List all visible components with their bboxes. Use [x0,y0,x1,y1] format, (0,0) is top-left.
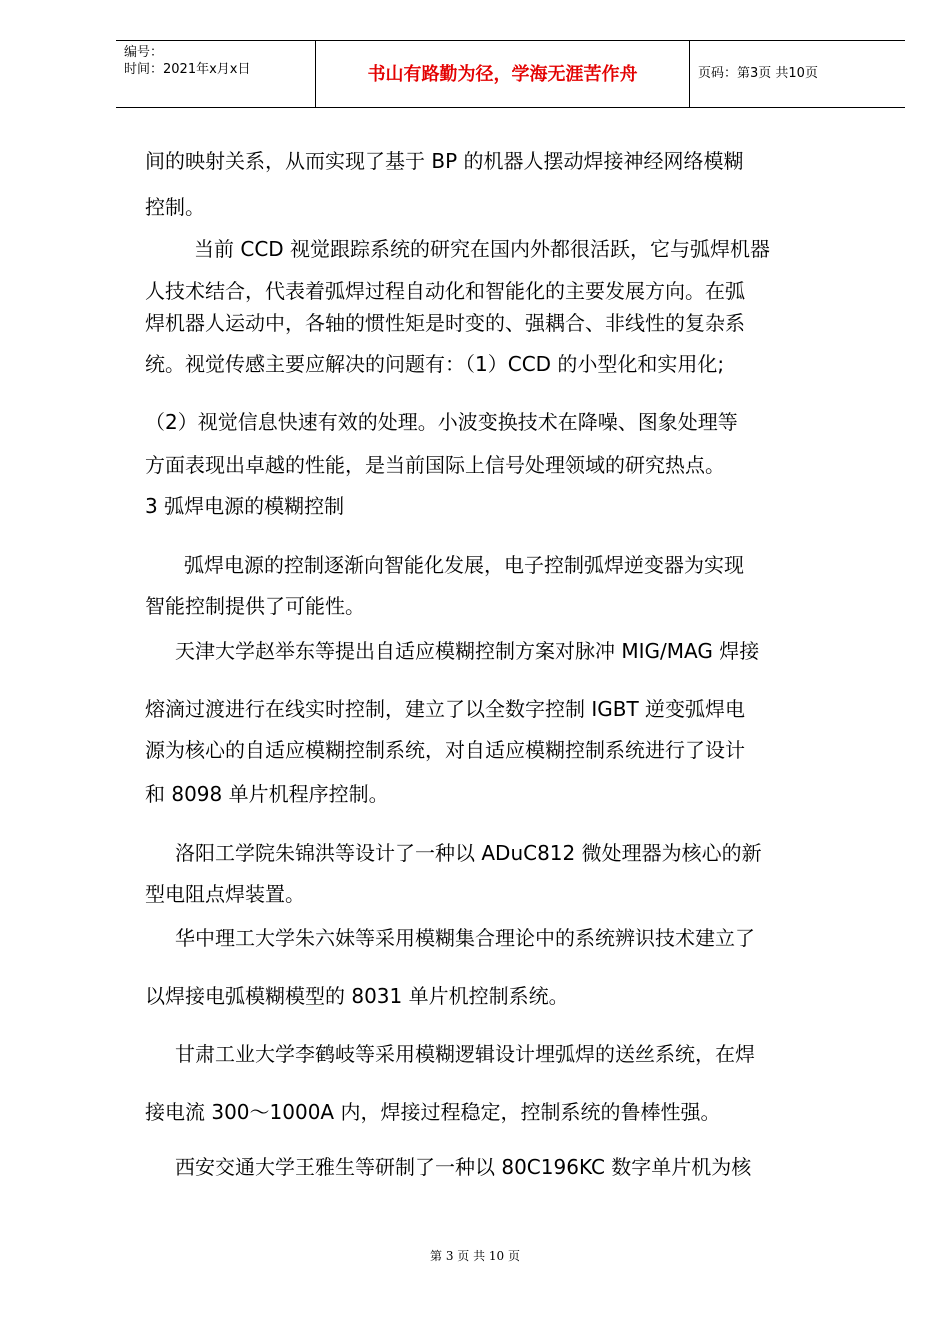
number-label: 编号： [124,45,164,60]
text-line: 源为核心的自适应模糊控制系统，对自适应模糊控制系统进行了设计 [145,738,745,762]
motto-text: 书山有路勤为径，学海无涯苦作舟 [367,64,638,85]
text-line: 人技术结合，代表着弧焊过程自动化和智能化的主要发展方向。在弧 [145,279,745,303]
text-line: 天津大学赵举东等提出自适应模糊控制方案对脉冲 MIG/MAG 焊接 [175,639,760,663]
page-header [116,40,905,108]
text-line: 控制。 [145,195,205,219]
text-line: 间的映射关系，从而实现了基于 BP 的机器人摆动焊接神经网络模糊 [145,149,744,173]
text-line: 统。视觉传感主要应解决的问题有：（1）CCD 的小型化和实用化; [145,352,725,376]
header-middle-cell [316,41,690,107]
header-left-cell [116,41,316,107]
text-line: 熔滴过渡进行在线实时控制，建立了以全数字控制 IGBT 逆变弧焊电 [145,697,746,721]
text-line: 当前 CCD 视觉跟踪系统的研究在国内外都很活跃，它与弧焊机器 [194,237,771,261]
text-line: 接电流 300～1000A 内，焊接过程稳定，控制系统的鲁棒性强。 [145,1100,721,1124]
page-footer: 第 3 页 共 10 页 [430,1249,520,1263]
text-line: 方面表现出卓越的性能，是当前国际上信号处理领域的研究热点。 [145,453,725,477]
text-line: 洛阳工学院朱锦洪等设计了一种以 ADuC812 微处理器为核心的新 [175,841,762,865]
time-label: 时间：2021年x月x日 [124,62,251,77]
text-line: 焊机器人运动中，各轴的惯性矩是时变的、强耦合、非线性的复杂系 [145,311,745,335]
text-line: 型电阻点焊装置。 [145,882,305,906]
header-right-cell [690,41,905,107]
section-heading: 3 弧焊电源的模糊控制 [145,494,345,518]
text-line: 甘肃工业大学李鹤岐等采用模糊逻辑设计埋弧焊的送丝系统，在焊 [175,1042,755,1066]
text-line: 以焊接电弧模糊模型的 8031 单片机控制系统。 [145,984,569,1008]
page-info: 页码：第3页 共10页 [698,66,818,81]
text-line: 和 8098 单片机程序控制。 [145,782,389,806]
text-line: （2）视觉信息快速有效的处理。小波变换技术在降噪、图象处理等 [145,410,738,434]
text-line: 西安交通大学王雅生等研制了一种以 80C196KC 数字单片机为核 [175,1155,752,1179]
text-line: 华中理工大学朱六妹等采用模糊集合理论中的系统辨识技术建立了 [175,926,755,950]
text-line: 弧焊电源的控制逐渐向智能化发展，电子控制弧焊逆变器为实现 [184,553,744,577]
text-line: 智能控制提供了可能性。 [145,594,365,618]
